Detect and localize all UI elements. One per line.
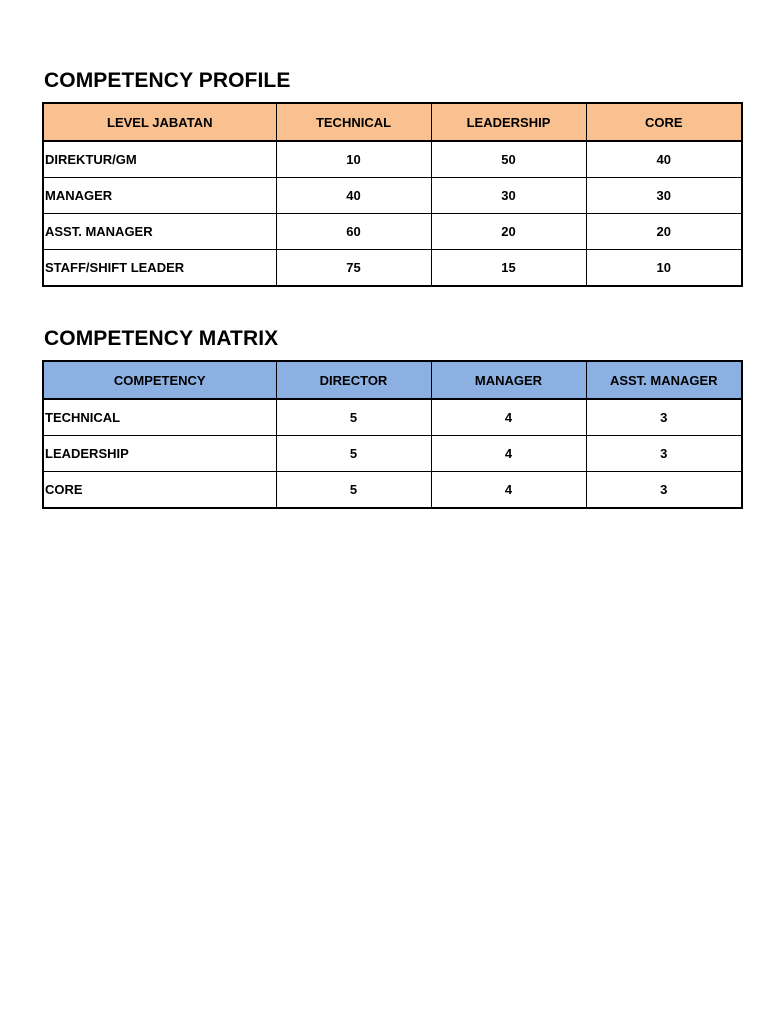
table-row xyxy=(43,214,742,250)
technical-value: 40 xyxy=(276,178,431,214)
competency-profile-table xyxy=(42,102,743,287)
table-row xyxy=(43,436,742,472)
row-label: DIREKTUR/GM xyxy=(43,141,276,178)
competency-profile-title: COMPETENCY PROFILE xyxy=(44,69,291,92)
table-row xyxy=(43,472,742,509)
header-director: DIRECTOR xyxy=(276,361,431,399)
manager-value: 4 xyxy=(431,399,586,436)
core-value: 40 xyxy=(586,141,742,178)
manager-value: 4 xyxy=(431,436,586,472)
asst-manager-value: 3 xyxy=(586,399,742,436)
table-row xyxy=(43,399,742,436)
competency-matrix-title: COMPETENCY MATRIX xyxy=(44,327,279,350)
header-leadership: LEADERSHIP xyxy=(431,103,586,141)
leadership-value: 30 xyxy=(431,178,586,214)
header-asst-manager: ASST. MANAGER xyxy=(586,361,742,399)
row-label: MANAGER xyxy=(43,178,276,214)
director-value: 5 xyxy=(276,472,431,509)
leadership-value: 15 xyxy=(431,250,586,287)
core-value: 20 xyxy=(586,214,742,250)
row-label: STAFF/SHIFT LEADER xyxy=(43,250,276,287)
row-label: TECHNICAL xyxy=(43,399,276,436)
manager-value: 4 xyxy=(431,472,586,509)
header-competency: COMPETENCY xyxy=(43,361,276,399)
header-level-jabatan: LEVEL JABATAN xyxy=(43,103,276,141)
header-core: CORE xyxy=(586,103,742,141)
row-label: CORE xyxy=(43,472,276,509)
table-header-row xyxy=(43,103,742,141)
technical-value: 10 xyxy=(276,141,431,178)
technical-value: 75 xyxy=(276,250,431,287)
row-label: LEADERSHIP xyxy=(43,436,276,472)
table-row xyxy=(43,141,742,178)
asst-manager-value: 3 xyxy=(586,436,742,472)
competency-matrix-table xyxy=(42,360,743,509)
core-value: 30 xyxy=(586,178,742,214)
technical-value: 60 xyxy=(276,214,431,250)
header-technical: TECHNICAL xyxy=(276,103,431,141)
leadership-value: 50 xyxy=(431,141,586,178)
leadership-value: 20 xyxy=(431,214,586,250)
competency-profile-section xyxy=(42,66,741,287)
table-row xyxy=(43,250,742,287)
table-row xyxy=(43,178,742,214)
table-header-row xyxy=(43,361,742,399)
director-value: 5 xyxy=(276,436,431,472)
director-value: 5 xyxy=(276,399,431,436)
core-value: 10 xyxy=(586,250,742,287)
header-manager: MANAGER xyxy=(431,361,586,399)
asst-manager-value: 3 xyxy=(586,472,742,509)
competency-matrix-section xyxy=(42,324,741,509)
row-label: ASST. MANAGER xyxy=(43,214,276,250)
